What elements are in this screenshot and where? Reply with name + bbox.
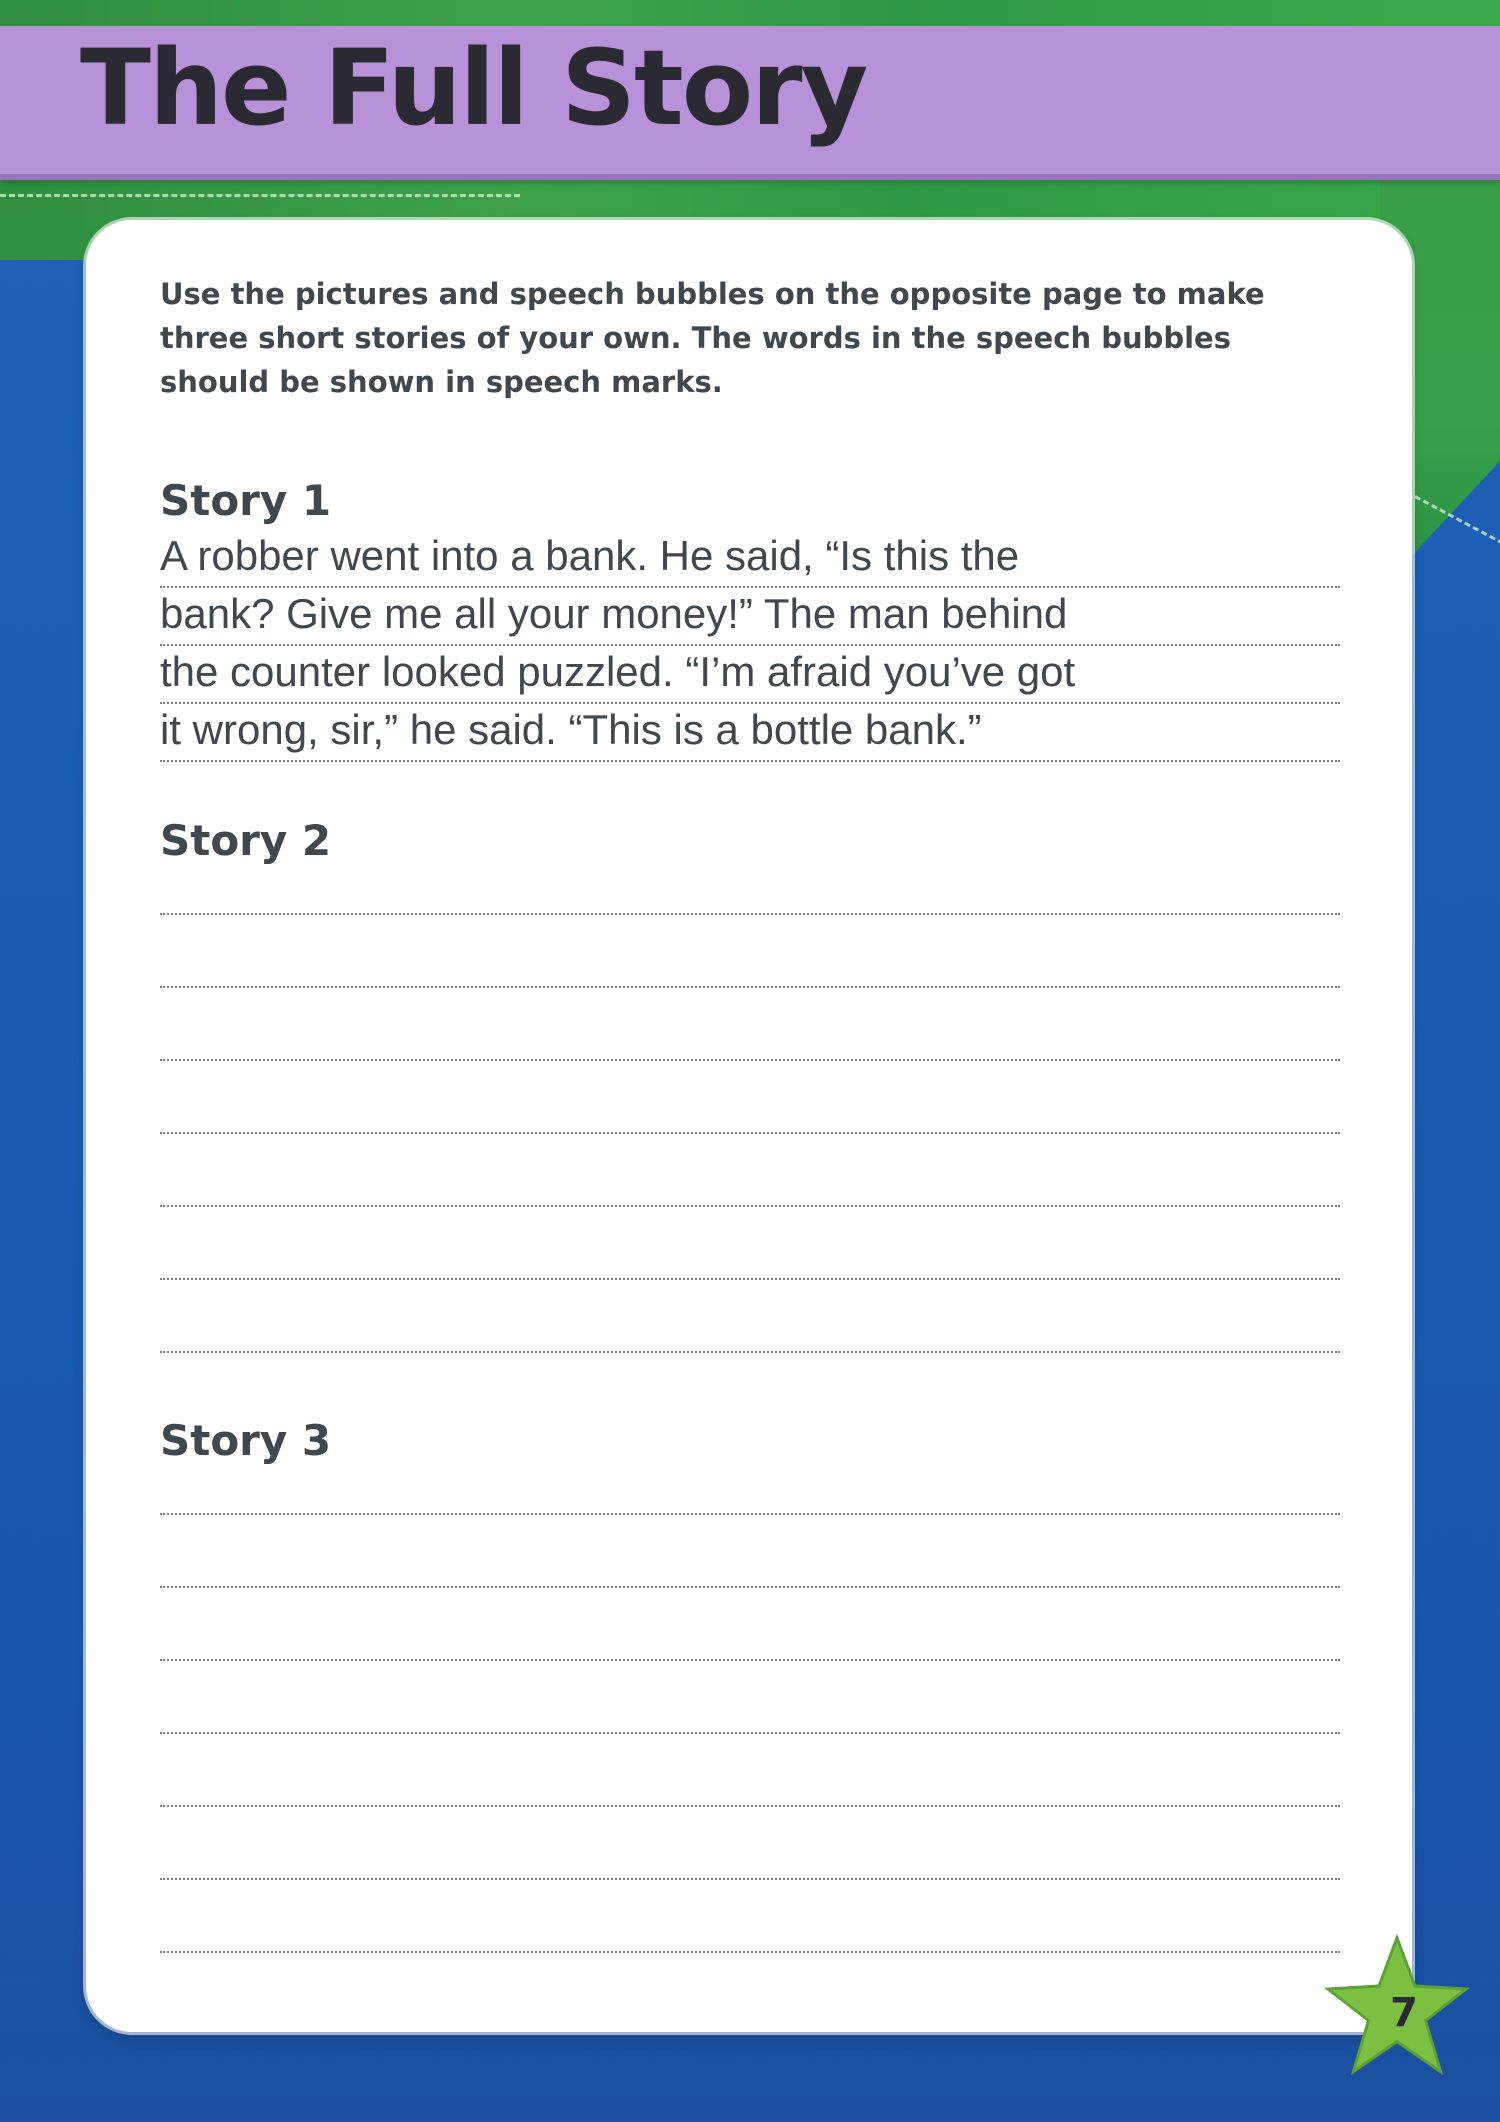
- story-3-writing-line[interactable]: [160, 1513, 1340, 1515]
- story-2-writing-line[interactable]: [160, 1132, 1340, 1134]
- story-3-writing-line[interactable]: [160, 1805, 1340, 1807]
- page-number: 7: [1390, 1990, 1418, 2036]
- story-2-heading: Story 2: [160, 816, 332, 865]
- story-1-line[interactable]: the counter looked puzzled. “I’m afraid you’ve got: [160, 644, 1340, 704]
- story-1-heading: Story 1: [160, 476, 332, 525]
- story-2-writing-line[interactable]: [160, 1351, 1340, 1353]
- story-2-writing-line[interactable]: [160, 986, 1340, 988]
- dashed-decoration: [0, 194, 520, 197]
- story-1-line[interactable]: it wrong, sir,” he said. “This is a bottle bank.”: [160, 702, 1340, 762]
- story-3-writing-line[interactable]: [160, 1659, 1340, 1661]
- story-1-line[interactable]: bank? Give me all your money!” The man behind: [160, 586, 1340, 646]
- story-2-writing-line[interactable]: [160, 1059, 1340, 1061]
- story-2-writing-line[interactable]: [160, 913, 1340, 915]
- story-3-writing-line[interactable]: [160, 1586, 1340, 1588]
- story-3-writing-line[interactable]: [160, 1878, 1340, 1880]
- story-3-heading: Story 3: [160, 1416, 332, 1465]
- story-3-writing-line[interactable]: [160, 1951, 1340, 1953]
- story-1-line[interactable]: A robber went into a bank. He said, “Is this the: [160, 528, 1340, 588]
- story-3-writing-line[interactable]: [160, 1732, 1340, 1734]
- instructions-text: Use the pictures and speech bubbles on the opposite page to make three short stories of your own. The words in the speech bubbles should be shown in speech marks.: [160, 277, 1265, 399]
- page-title: The Full Story: [80, 27, 867, 149]
- story-2-writing-line[interactable]: [160, 1278, 1340, 1280]
- story-2-writing-line[interactable]: [160, 1205, 1340, 1207]
